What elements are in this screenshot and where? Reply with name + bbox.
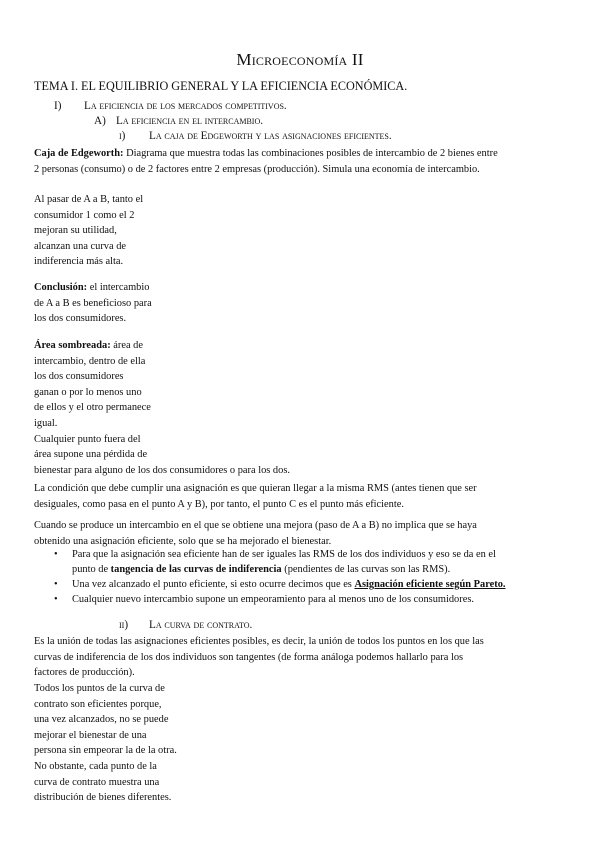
paragraph-line: curvas de indiferencia de los dos individuos son tangentes (de forma análoga podemos hallarlo para los [34,651,464,663]
paragraph-line: área de [110,340,143,351]
area-lead: Área sombreada: [34,340,111,351]
document-title: Microeconomía II [236,50,364,69]
paragraph-line: de A a B es beneficioso para [34,297,152,309]
area-paragraph [34,338,290,478]
paragraph-line: persona sin empeorar la de la otra. [34,745,177,757]
paragraph-line: factores de producción). [34,667,135,679]
paragraph-line: una vez alcanzados, no se puede [34,714,169,726]
section-number: A) [94,115,106,127]
subsection-contrato-heading [119,619,252,631]
paragraph-line: mejoran su utilidad, [34,225,117,237]
paragraph-line: curva de contrato muestra una [34,776,160,788]
paragraph-line: No obstante, cada punto de la [34,760,157,772]
paragraph-line: Es la unión de todas las asignaciones eficientes posibles, es decir, la unión de todos los puntos en los que las [34,636,484,647]
paragraph-line: intercambio, dentro de ella [34,355,146,367]
pasar-paragraph [34,192,184,270]
conclusion-paragraph [34,280,184,327]
section-label: La curva de contrato. [149,619,253,631]
conditions-list [34,547,579,607]
list-item [34,547,579,577]
cuando-paragraph [34,518,574,549]
paragraph-line: desiguales, como pasa en el punto A y B), por tanto, el punto C es el punto más eficiente. [34,498,404,510]
subsection-a-heading [94,115,263,127]
section-i-heading [54,100,287,112]
paragraph-line: alcanzan una curva de [34,240,127,252]
paragraph-line: mejorar el bienestar de una [34,729,147,741]
section-number: i) [119,130,126,142]
section-label: La eficiencia de los mercados competitivos. [84,100,287,112]
paragraph-line: bienestar para alguno de los dos consumidores o para los dos. [34,464,290,476]
paragraph-line: consumidor 1 como el 2 [34,209,135,221]
list-item-line: Para que la asignación sea eficiente han de ser iguales las RMS de los dos individuos y eso se da en el [72,549,496,560]
section-number: ii) [119,619,129,631]
paragraph-line: el intercambio [87,282,150,293]
paragraph-line: Diagrama que muestra todas las combinaciones posibles de intercambio de 2 bienes entre [123,148,498,159]
conclusion-lead: Conclusión: [34,282,88,293]
section-label: La caja de Edgeworth y las asignaciones eficientes. [149,130,392,142]
paragraph-line: 2 personas (consumo) o de 2 factores entre 2 empresas (producción). Simula una economía de intercambio. [34,163,480,175]
tema-heading: TEMA I. EL EQUILIBRIO GENERAL Y LA EFICIENCIA ECONÓMICA. [34,79,408,93]
paragraph-line: obtenido una asignación eficiente, solo que se ha mejorado el bienestar. [34,535,332,547]
edgeworth-paragraph [34,146,574,177]
list-item-line: punto de [72,564,111,575]
paragraph-line: La condición que debe cumplir una asignación es que quieran llegar a la misma RMS (antes tienen que ser [34,483,477,494]
subsection-edgeworth-heading [119,130,392,142]
paragraph-line: igual. [34,417,58,429]
tangencia-emphasis: tangencia de las curvas de indiferencia [110,564,282,575]
paragraph-line: ganan o por lo menos uno [34,386,142,398]
list-item-line: Una vez alcanzado el punto eficiente, si esto ocurre decimos que es [72,579,355,590]
list-item-line: Cualquier nuevo intercambio supone un empeoramiento para al menos uno de los consumidores. [72,594,474,605]
paragraph-line: área supone una pérdida de [34,449,148,461]
paragraph-line: los dos consumidores [34,371,124,383]
paragraph-line: contrato son eficientes porque, [34,698,162,710]
section-label: La eficiencia en el intercambio. [116,115,264,127]
paragraph-line: indiferencia más alta. [34,256,124,268]
list-item-line: (pendientes de las curvas son las RMS). [281,564,451,575]
edgeworth-lead: Caja de Edgeworth: [34,148,124,159]
section-number: I) [54,100,62,112]
condicion-paragraph [34,481,574,512]
paragraph-line: los dos consumidores. [34,313,127,325]
list-item [34,577,579,592]
todos-paragraph [34,681,177,806]
paragraph-line: distribución de bienes diferentes. [34,792,172,804]
paragraph-line: de ellos y el otro permanece [34,402,151,414]
paragraph-line: Al pasar de A a B, tanto el [34,194,144,205]
list-item [34,592,579,607]
union-paragraph [34,634,574,681]
pareto-emphasis: Asignación eficiente según Pareto. [354,579,506,590]
paragraph-line: Cuando se produce un intercambio en el que se obtiene una mejora (paso de A a B) no implica que se haya [34,520,477,531]
paragraph-line: Todos los puntos de la curva de [34,683,165,694]
paragraph-line: Cualquier punto fuera del [34,433,141,445]
